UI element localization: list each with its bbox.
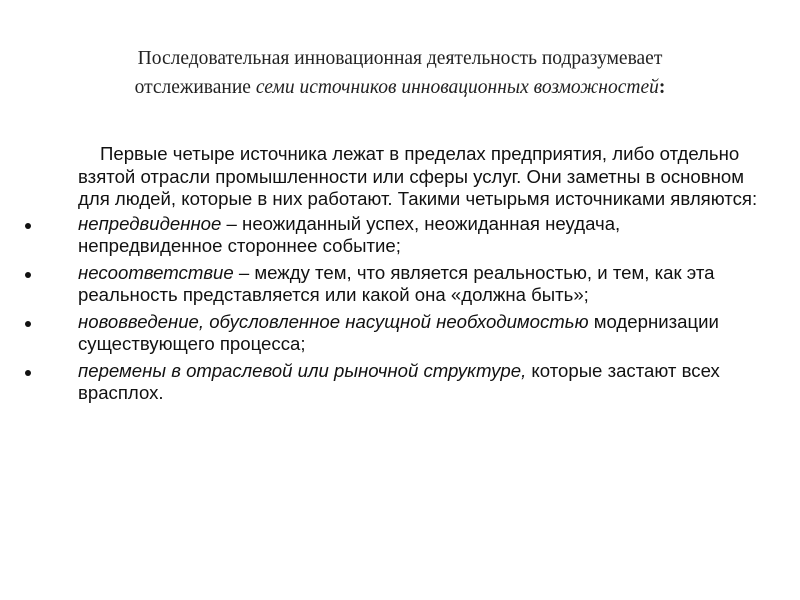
title-line-2-italic: семи источников инновационных возможностей	[255, 77, 659, 98]
bullet-dot-icon	[25, 272, 31, 278]
bullet-text: – между тем, что является реальностью, и тем, как эта реальность представляется или какой она «должна быть»;	[78, 261, 715, 305]
bullet-dot-icon	[25, 223, 31, 229]
bullet-text: – неожиданный успех, неожиданная неудача, непредвиденное стороннее событие;	[78, 212, 621, 256]
bullet-list	[78, 213, 758, 405]
bullet-text: которые застают всех врасплох.	[78, 359, 720, 403]
bullet-item	[78, 213, 758, 258]
title-line-2-plain: отслеживание	[134, 77, 256, 98]
slide-title	[60, 44, 740, 102]
bullet-item	[78, 360, 758, 405]
bullet-text: модернизации существующего процесса;	[78, 310, 719, 354]
bullet-term: непредвиденное	[78, 212, 222, 234]
bullet-term: нововведение, обусловленное насущной необходимостью	[78, 310, 589, 332]
bullet-dot-icon	[25, 321, 31, 327]
intro-paragraph: Первые четыре источника лежат в пределах предприятия, либо отдельно взятой отрасли промышленности или сферы услуг. Они заметны в основном для людей, которые в них работают. Такими четырьмя источниками являются:	[78, 143, 758, 209]
bullet-dot-icon	[25, 370, 31, 376]
title-line-1: Последовательная инновационная деятельность подразумевает	[137, 48, 663, 69]
bullet-term: перемены в отраслевой или рыночной структуре,	[78, 359, 527, 381]
title-colon: :	[658, 77, 666, 98]
bullet-term: несоответствие	[78, 261, 234, 283]
bullet-item	[78, 311, 758, 356]
bullet-item	[78, 262, 758, 307]
slide-body	[78, 143, 758, 409]
